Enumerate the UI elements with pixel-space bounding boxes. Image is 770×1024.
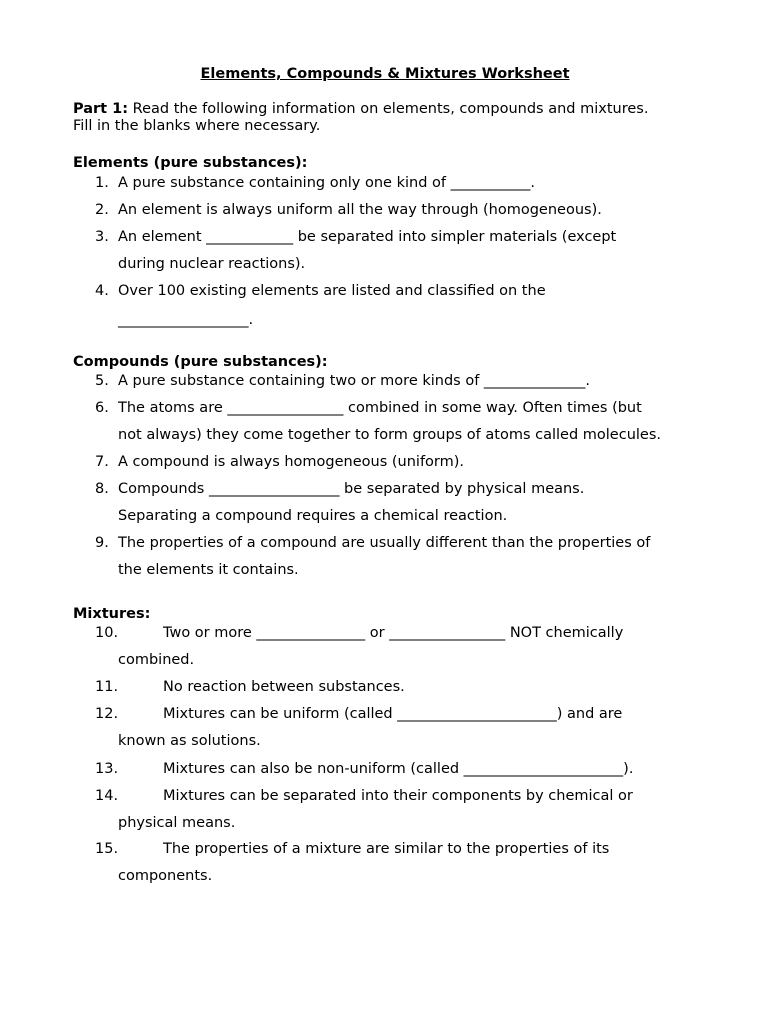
part1-intro — [73, 101, 713, 136]
list-item-5 — [95, 368, 715, 395]
list-item-8 — [95, 476, 715, 530]
item-text: A pure substance containing two or more kinds of ______________. — [118, 373, 591, 389]
item-number: 5. — [95, 373, 109, 389]
worksheet-title: Elements, Compounds & Mixtures Worksheet — [200, 66, 570, 82]
list-item-3 — [95, 224, 715, 278]
item-text-continued: __________________. — [118, 312, 254, 328]
item-text: Mixtures can also be non-uniform (called ______________________). — [163, 761, 634, 777]
item-text: An element ____________ be separated into simpler materials (except — [118, 229, 617, 245]
item-text: Mixtures can be separated into their components by chemical or — [163, 788, 633, 804]
item-text: An element is always uniform all the way through (homogeneous). — [118, 202, 602, 218]
item-text: Over 100 existing elements are listed and classified on the — [118, 283, 546, 299]
list-item-11 — [95, 674, 715, 701]
item-text-continued: during nuclear reactions). — [118, 256, 306, 272]
item-text: The atoms are ________________ combined in some way. Often times (but — [118, 400, 642, 416]
item-text-continued: combined. — [118, 652, 195, 668]
item-text: The properties of a compound are usually different than the properties of — [118, 535, 651, 551]
item-number: 10. — [95, 625, 119, 641]
item-number: 1. — [95, 175, 109, 191]
list-item-2 — [95, 197, 715, 224]
compounds-heading: Compounds (pure substances): — [73, 354, 328, 370]
item-number: 9. — [95, 535, 109, 551]
item-number: 14. — [95, 788, 119, 804]
list-item-14 — [95, 783, 715, 837]
item-number: 8. — [95, 481, 109, 497]
item-text-continued: physical means. — [118, 815, 236, 831]
list-item-15 — [95, 836, 715, 890]
item-number: 6. — [95, 400, 109, 416]
list-item-4 — [95, 278, 715, 334]
item-number: 7. — [95, 454, 109, 470]
mixtures-heading: Mixtures: — [73, 606, 151, 622]
list-item-9 — [95, 530, 715, 584]
item-text: Two or more _______________ or ________________ NOT chemically — [163, 625, 624, 641]
part1-label: Part 1: — [73, 101, 129, 117]
item-number: 2. — [95, 202, 109, 218]
list-item-13 — [95, 756, 715, 783]
item-text-continued: not always) they come together to form groups of atoms called molecules. — [118, 427, 661, 443]
item-number: 3. — [95, 229, 109, 245]
item-text: A pure substance containing only one kind of ___________. — [118, 175, 535, 191]
part1-line2: Fill in the blanks where necessary. — [73, 118, 321, 135]
list-item-6 — [95, 395, 715, 449]
item-text-continued: the elements it contains. — [118, 562, 299, 578]
item-number: 13. — [95, 761, 119, 777]
list-item-7 — [95, 449, 715, 476]
elements-heading: Elements (pure substances): — [73, 155, 308, 171]
item-number: 12. — [95, 706, 119, 722]
list-item-1 — [95, 170, 715, 197]
item-text-continued: Separating a compound requires a chemical reaction. — [118, 508, 508, 524]
part1-line1: Read the following information on elements, compounds and mixtures. — [128, 101, 649, 117]
item-text-continued: components. — [118, 868, 213, 884]
item-text: The properties of a mixture are similar to the properties of its — [163, 841, 610, 857]
item-number: 11. — [95, 679, 119, 695]
item-text: Compounds __________________ be separated by physical means. — [118, 481, 585, 497]
list-item-10 — [95, 620, 715, 674]
item-text: Mixtures can be uniform (called ______________________) and are — [163, 706, 623, 722]
item-text: No reaction between substances. — [163, 679, 405, 695]
item-number: 15. — [95, 841, 119, 857]
item-number: 4. — [95, 283, 109, 299]
item-text-continued: known as solutions. — [118, 733, 261, 749]
item-text: A compound is always homogeneous (uniform). — [118, 454, 465, 470]
list-item-12 — [95, 701, 715, 755]
